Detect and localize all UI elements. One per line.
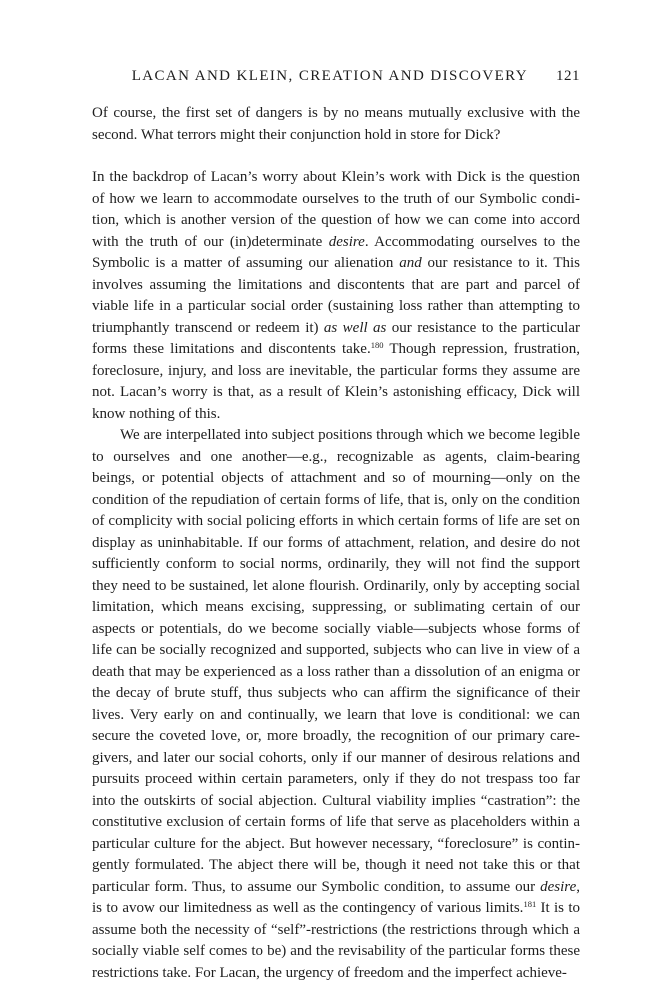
text-run: our resistance to the particular forms these limitations and discontents take. — [92, 319, 580, 357]
text-run: . Accommodating ourselves to the Symbolic is a matter of assuming our alienation — [92, 233, 580, 271]
footnote-ref-180[interactable]: 180 — [370, 340, 384, 350]
text-run: It is to assume both the necessity of “self”-restrictions (the restrictions through which a socially viable self comes to be) and the revisability of the particular forms these restrictions take. For Lacan, the urgency of freedom and the imperfect achieve- — [92, 900, 581, 981]
emphasis: and — [399, 255, 422, 271]
paragraph-1 — [92, 103, 580, 146]
text-run: In the backdrop of Lacan’s worry about Klein’s work with Dick is the question of how we learn to accommodate ourselves to the truth of our Symbolic condition, which is another version of the question of how we can come into accord with the truth of our (in)determinate — [92, 169, 580, 250]
text-run: Though repression, frustration, foreclosure, injury, and loss are inevitable, the particular forms they assume are not. Lacan’s worry is that, as a result of Klein’s astonishing efficacy, Dick will know nothing of this. — [92, 341, 580, 422]
text-run: Of course, the first set of dangers is by no means mutually exclusive with the second. What terrors might their conjunction hold in store for Dick? — [92, 105, 580, 143]
emphasis: desire — [328, 233, 365, 250]
body-text — [92, 103, 580, 984]
running-title: LACAN AND KLEIN, CREATION AND DISCOVERY — [131, 68, 528, 84]
page-number: 121 — [556, 68, 580, 84]
paragraph-2 — [92, 167, 580, 425]
footnote-ref-181[interactable]: 181 — [523, 899, 537, 909]
emphasis: as well as — [323, 319, 387, 336]
text-run: We are interpellated into subject positions through which we become legible to ourselves and one another—e.g., recognizable as agents, claim-bearing beings, or potential objects of attachment and so of mourning—only on the condition of the repudiation of certain forms of life, that is, only on the condition of complicity with social policing efforts in which certain forms of life are set on display as uninhabitable. If our forms of attachment, relation, and desire do not sufficiently conform to social norms, ordinarily, they will not find the support they need to be sustained, let alone flourish. Ordinarily, only by accepting social limitation, which means excising, suppressing, or sublimating certain of our aspects or potentials, do we become socially viable—subjects whose forms of life can be socially recognized and supported, subjects who can live in view of a death that may be experienced as a loss rather than a dissolution of an enigma or the decay of brute stuff, thus subjects who can affirm the significance of their lives. Very early on and continually, we learn that love is conditional: we can secure the coveted love, or, more broadly, the recognition of our primary caregivers, and later our social cohorts, only if our manner of desirous relations and pursuits proceed within certain parameters, only if they do not trespass too far into the outskirts of social abjection. Cultural viability implies “castration”: the constitutive exclusion of certain forms of life that serve as placeholders within a particular culture for the abject. But however necessary, “foreclosure” is contingently formulated. The abject there will be, though it need not take this or that particular form. Thus, to assume our Symbolic condition, to assume our — [92, 427, 580, 895]
text-run: , is to avow our limitedness as well as the contingency of various limits. — [92, 878, 580, 916]
paragraph-3 — [92, 425, 580, 984]
emphasis: desire — [540, 878, 577, 895]
text-run: our resistance to it. This involves assuming the limitations and discontents that are part and parcel of viable life in a particular social order (sustaining loss rather than attempting to triumphantly transcend or redeem it) — [92, 255, 580, 336]
paragraph-gap — [92, 146, 580, 167]
